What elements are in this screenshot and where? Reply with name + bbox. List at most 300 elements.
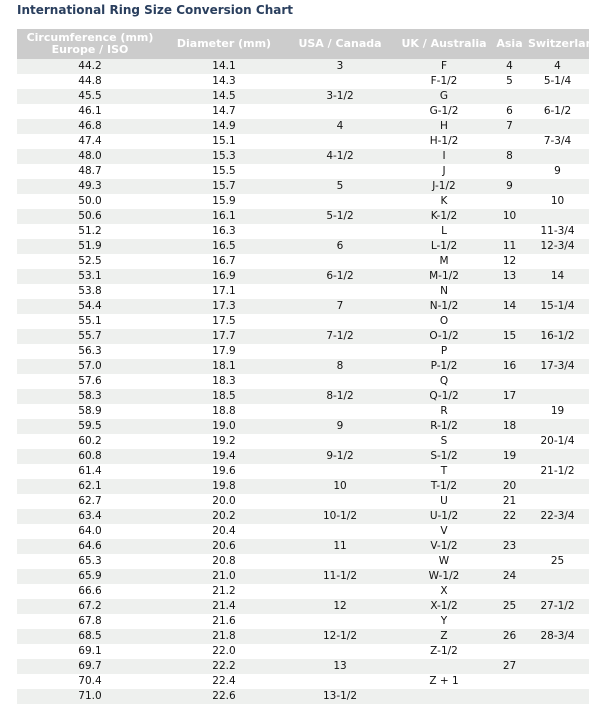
cell-asia	[493, 314, 526, 329]
cell-diameter: 18.1	[163, 359, 285, 374]
cell-usa-canada: 4	[285, 119, 395, 134]
cell-uk-australia: H-1/2	[395, 134, 493, 149]
cell-uk-australia: L	[395, 224, 493, 239]
cell-diameter: 16.7	[163, 254, 285, 269]
cell-diameter: 17.7	[163, 329, 285, 344]
cell-uk-australia: U	[395, 494, 493, 509]
cell-usa-canada	[285, 584, 395, 599]
cell-asia	[493, 224, 526, 239]
table-row	[17, 344, 589, 359]
cell-asia: 24	[493, 569, 526, 584]
cell-switzerland	[526, 524, 589, 539]
cell-switzerland: 5-1/4	[526, 74, 589, 89]
cell-circumference: 46.1	[17, 104, 163, 119]
cell-usa-canada: 3-1/2	[285, 89, 395, 104]
cell-diameter: 16.3	[163, 224, 285, 239]
table-row	[17, 554, 589, 569]
table-header	[17, 29, 602, 59]
chart-title: International Ring Size Conversion Chart	[17, 3, 293, 17]
table-row	[17, 164, 589, 179]
cell-diameter: 14.3	[163, 74, 285, 89]
table-row	[17, 359, 589, 374]
cell-uk-australia: T-1/2	[395, 479, 493, 494]
cell-asia	[493, 644, 526, 659]
cell-switzerland	[526, 449, 589, 464]
cell-uk-australia: R	[395, 404, 493, 419]
table-row	[17, 569, 589, 584]
cell-asia: 11	[493, 239, 526, 254]
table-row	[17, 479, 589, 494]
cell-uk-australia: G	[395, 89, 493, 104]
table-row	[17, 329, 589, 344]
cell-diameter: 15.9	[163, 194, 285, 209]
cell-diameter: 21.2	[163, 584, 285, 599]
table-row	[17, 629, 589, 644]
header-diameter: Diameter (mm)	[163, 29, 285, 59]
cell-uk-australia: F	[395, 59, 493, 74]
cell-switzerland: 20-1/4	[526, 434, 589, 449]
cell-asia: 5	[493, 74, 526, 89]
cell-circumference: 66.6	[17, 584, 163, 599]
cell-usa-canada	[285, 164, 395, 179]
cell-asia: 14	[493, 299, 526, 314]
cell-usa-canada	[285, 314, 395, 329]
cell-usa-canada	[285, 614, 395, 629]
cell-circumference: 70.4	[17, 674, 163, 689]
cell-usa-canada	[285, 254, 395, 269]
cell-asia: 16	[493, 359, 526, 374]
cell-asia: 7	[493, 119, 526, 134]
cell-diameter: 18.8	[163, 404, 285, 419]
cell-diameter: 14.1	[163, 59, 285, 74]
cell-circumference: 50.0	[17, 194, 163, 209]
cell-asia	[493, 689, 526, 704]
cell-uk-australia: G-1/2	[395, 104, 493, 119]
cell-switzerland	[526, 479, 589, 494]
cell-uk-australia: Z	[395, 629, 493, 644]
cell-asia	[493, 554, 526, 569]
cell-diameter: 21.4	[163, 599, 285, 614]
cell-asia: 22	[493, 509, 526, 524]
cell-asia	[493, 134, 526, 149]
cell-uk-australia: T	[395, 464, 493, 479]
cell-asia	[493, 584, 526, 599]
cell-circumference: 67.8	[17, 614, 163, 629]
table-row	[17, 254, 589, 269]
table-row	[17, 314, 589, 329]
cell-circumference: 49.3	[17, 179, 163, 194]
cell-asia: 12	[493, 254, 526, 269]
cell-diameter: 20.4	[163, 524, 285, 539]
cell-switzerland	[526, 149, 589, 164]
cell-circumference: 51.2	[17, 224, 163, 239]
cell-usa-canada: 13	[285, 659, 395, 674]
cell-switzerland: 10	[526, 194, 589, 209]
header-circumference: Circumference (mm) Europe / ISO	[17, 29, 163, 59]
cell-usa-canada	[285, 74, 395, 89]
cell-switzerland	[526, 644, 589, 659]
cell-switzerland: 27-1/2	[526, 599, 589, 614]
cell-uk-australia: S-1/2	[395, 449, 493, 464]
cell-uk-australia: P-1/2	[395, 359, 493, 374]
cell-usa-canada: 11	[285, 539, 395, 554]
cell-uk-australia: I	[395, 149, 493, 164]
cell-switzerland	[526, 584, 589, 599]
cell-switzerland: 16-1/2	[526, 329, 589, 344]
cell-switzerland: 17-3/4	[526, 359, 589, 374]
cell-diameter: 15.3	[163, 149, 285, 164]
cell-uk-australia: S	[395, 434, 493, 449]
cell-diameter: 14.7	[163, 104, 285, 119]
cell-diameter: 18.5	[163, 389, 285, 404]
cell-uk-australia: M	[395, 254, 493, 269]
cell-switzerland	[526, 179, 589, 194]
cell-uk-australia: W	[395, 554, 493, 569]
cell-circumference: 57.6	[17, 374, 163, 389]
cell-uk-australia	[395, 659, 493, 674]
cell-circumference: 45.5	[17, 89, 163, 104]
cell-usa-canada	[285, 134, 395, 149]
cell-usa-canada: 6-1/2	[285, 269, 395, 284]
table-row	[17, 689, 589, 704]
cell-circumference: 56.3	[17, 344, 163, 359]
header-usa-canada: USA / Canada	[285, 29, 395, 59]
cell-asia: 25	[493, 599, 526, 614]
cell-usa-canada: 7	[285, 299, 395, 314]
cell-asia: 20	[493, 479, 526, 494]
cell-usa-canada: 12	[285, 599, 395, 614]
cell-diameter: 18.3	[163, 374, 285, 389]
cell-switzerland	[526, 659, 589, 674]
cell-switzerland	[526, 389, 589, 404]
cell-switzerland	[526, 494, 589, 509]
cell-asia: 23	[493, 539, 526, 554]
cell-switzerland	[526, 569, 589, 584]
cell-diameter: 20.0	[163, 494, 285, 509]
cell-diameter: 22.2	[163, 659, 285, 674]
cell-diameter: 22.6	[163, 689, 285, 704]
cell-uk-australia: V-1/2	[395, 539, 493, 554]
cell-usa-canada: 11-1/2	[285, 569, 395, 584]
cell-usa-canada	[285, 344, 395, 359]
cell-asia	[493, 524, 526, 539]
table-row	[17, 449, 589, 464]
cell-switzerland: 25	[526, 554, 589, 569]
cell-circumference: 71.0	[17, 689, 163, 704]
cell-usa-canada: 7-1/2	[285, 329, 395, 344]
cell-uk-australia: W-1/2	[395, 569, 493, 584]
cell-switzerland	[526, 254, 589, 269]
cell-switzerland: 22-3/4	[526, 509, 589, 524]
header-switzerland: Switzerland	[526, 29, 589, 59]
cell-switzerland	[526, 539, 589, 554]
cell-uk-australia: J	[395, 164, 493, 179]
cell-asia: 19	[493, 449, 526, 464]
cell-usa-canada: 4-1/2	[285, 149, 395, 164]
cell-circumference: 44.2	[17, 59, 163, 74]
cell-circumference: 58.9	[17, 404, 163, 419]
cell-asia	[493, 674, 526, 689]
cell-circumference: 58.3	[17, 389, 163, 404]
cell-usa-canada: 10	[285, 479, 395, 494]
cell-asia: 27	[493, 659, 526, 674]
cell-diameter: 21.0	[163, 569, 285, 584]
cell-asia: 8	[493, 149, 526, 164]
cell-uk-australia: Q-1/2	[395, 389, 493, 404]
cell-uk-australia: H	[395, 119, 493, 134]
cell-diameter: 20.8	[163, 554, 285, 569]
table-row	[17, 494, 589, 509]
cell-uk-australia: F-1/2	[395, 74, 493, 89]
table-row	[17, 134, 589, 149]
cell-usa-canada: 12-1/2	[285, 629, 395, 644]
cell-circumference: 68.5	[17, 629, 163, 644]
cell-uk-australia: X-1/2	[395, 599, 493, 614]
table-row	[17, 674, 589, 689]
cell-switzerland	[526, 689, 589, 704]
cell-usa-canada	[285, 464, 395, 479]
cell-diameter: 20.2	[163, 509, 285, 524]
table-row	[17, 584, 589, 599]
cell-usa-canada	[285, 404, 395, 419]
cell-circumference: 48.7	[17, 164, 163, 179]
cell-diameter: 21.8	[163, 629, 285, 644]
cell-uk-australia: R-1/2	[395, 419, 493, 434]
cell-diameter: 16.9	[163, 269, 285, 284]
cell-circumference: 67.2	[17, 599, 163, 614]
cell-circumference: 61.4	[17, 464, 163, 479]
table-row	[17, 269, 589, 284]
cell-circumference: 51.9	[17, 239, 163, 254]
cell-circumference: 62.1	[17, 479, 163, 494]
table-row	[17, 389, 589, 404]
cell-uk-australia: O	[395, 314, 493, 329]
cell-circumference: 48.0	[17, 149, 163, 164]
cell-asia	[493, 89, 526, 104]
cell-uk-australia: K	[395, 194, 493, 209]
cell-usa-canada	[285, 374, 395, 389]
cell-switzerland: 9	[526, 164, 589, 179]
cell-diameter: 16.1	[163, 209, 285, 224]
cell-switzerland: 11-3/4	[526, 224, 589, 239]
table-row	[17, 509, 589, 524]
table-row	[17, 179, 589, 194]
cell-usa-canada	[285, 644, 395, 659]
cell-diameter: 21.6	[163, 614, 285, 629]
cell-usa-canada	[285, 104, 395, 119]
cell-switzerland	[526, 419, 589, 434]
header-row	[17, 29, 589, 59]
cell-asia: 17	[493, 389, 526, 404]
cell-asia	[493, 344, 526, 359]
cell-diameter: 17.5	[163, 314, 285, 329]
cell-switzerland: 12-3/4	[526, 239, 589, 254]
cell-circumference: 47.4	[17, 134, 163, 149]
cell-asia	[493, 614, 526, 629]
cell-usa-canada	[285, 524, 395, 539]
cell-usa-canada: 5	[285, 179, 395, 194]
cell-asia	[493, 404, 526, 419]
table-row	[17, 89, 589, 104]
cell-diameter: 22.0	[163, 644, 285, 659]
cell-diameter: 17.3	[163, 299, 285, 314]
cell-asia: 18	[493, 419, 526, 434]
cell-usa-canada: 13-1/2	[285, 689, 395, 704]
table-row	[17, 524, 589, 539]
cell-switzerland	[526, 374, 589, 389]
table-row	[17, 59, 589, 74]
cell-switzerland	[526, 674, 589, 689]
cell-switzerland	[526, 119, 589, 134]
cell-uk-australia: V	[395, 524, 493, 539]
cell-asia	[493, 374, 526, 389]
table-row	[17, 74, 589, 89]
cell-diameter: 17.9	[163, 344, 285, 359]
cell-asia	[493, 434, 526, 449]
cell-usa-canada	[285, 554, 395, 569]
table-row	[17, 434, 589, 449]
table-row	[17, 239, 589, 254]
cell-usa-canada	[285, 674, 395, 689]
cell-uk-australia: L-1/2	[395, 239, 493, 254]
cell-usa-canada: 10-1/2	[285, 509, 395, 524]
cell-diameter: 20.6	[163, 539, 285, 554]
cell-circumference: 65.3	[17, 554, 163, 569]
cell-asia: 6	[493, 104, 526, 119]
cell-diameter: 19.8	[163, 479, 285, 494]
cell-uk-australia: J-1/2	[395, 179, 493, 194]
cell-usa-canada: 6	[285, 239, 395, 254]
cell-circumference: 64.6	[17, 539, 163, 554]
cell-uk-australia: Z-1/2	[395, 644, 493, 659]
cell-circumference: 69.7	[17, 659, 163, 674]
cell-uk-australia: N-1/2	[395, 299, 493, 314]
cell-usa-canada	[285, 194, 395, 209]
cell-circumference: 53.8	[17, 284, 163, 299]
cell-diameter: 15.5	[163, 164, 285, 179]
table-row	[17, 614, 589, 629]
table-row	[17, 539, 589, 554]
cell-usa-canada	[285, 434, 395, 449]
cell-uk-australia: Z + 1	[395, 674, 493, 689]
cell-usa-canada	[285, 224, 395, 239]
cell-uk-australia: O-1/2	[395, 329, 493, 344]
cell-uk-australia: P	[395, 344, 493, 359]
cell-switzerland: 4	[526, 59, 589, 74]
cell-uk-australia: N	[395, 284, 493, 299]
cell-circumference: 63.4	[17, 509, 163, 524]
cell-diameter: 15.1	[163, 134, 285, 149]
cell-circumference: 59.5	[17, 419, 163, 434]
ring-size-table	[17, 29, 602, 704]
cell-asia: 13	[493, 269, 526, 284]
cell-circumference: 62.7	[17, 494, 163, 509]
cell-diameter: 14.9	[163, 119, 285, 134]
cell-uk-australia: K-1/2	[395, 209, 493, 224]
cell-uk-australia	[395, 689, 493, 704]
cell-circumference: 64.0	[17, 524, 163, 539]
cell-diameter: 19.2	[163, 434, 285, 449]
cell-circumference: 65.9	[17, 569, 163, 584]
cell-asia	[493, 284, 526, 299]
cell-usa-canada: 5-1/2	[285, 209, 395, 224]
cell-diameter: 17.1	[163, 284, 285, 299]
cell-asia: 9	[493, 179, 526, 194]
cell-uk-australia: M-1/2	[395, 269, 493, 284]
cell-switzerland	[526, 344, 589, 359]
cell-asia: 15	[493, 329, 526, 344]
cell-diameter: 16.5	[163, 239, 285, 254]
cell-asia: 26	[493, 629, 526, 644]
cell-asia: 21	[493, 494, 526, 509]
cell-switzerland	[526, 314, 589, 329]
cell-circumference: 46.8	[17, 119, 163, 134]
cell-usa-canada: 3	[285, 59, 395, 74]
cell-usa-canada: 9-1/2	[285, 449, 395, 464]
cell-usa-canada: 8-1/2	[285, 389, 395, 404]
cell-switzerland	[526, 284, 589, 299]
cell-uk-australia: U-1/2	[395, 509, 493, 524]
cell-asia	[493, 464, 526, 479]
table-body	[17, 59, 589, 704]
cell-circumference: 55.1	[17, 314, 163, 329]
cell-uk-australia: Q	[395, 374, 493, 389]
cell-switzerland	[526, 89, 589, 104]
cell-asia	[493, 164, 526, 179]
cell-usa-canada	[285, 284, 395, 299]
cell-diameter: 22.4	[163, 674, 285, 689]
table-row	[17, 209, 589, 224]
table-row	[17, 224, 589, 239]
cell-asia: 4	[493, 59, 526, 74]
table-row	[17, 299, 589, 314]
cell-switzerland: 28-3/4	[526, 629, 589, 644]
table-row	[17, 119, 589, 134]
cell-circumference: 54.4	[17, 299, 163, 314]
header-uk-australia: UK / Australia	[395, 29, 493, 59]
cell-circumference: 44.8	[17, 74, 163, 89]
table-row	[17, 194, 589, 209]
table-row	[17, 659, 589, 674]
table-row	[17, 419, 589, 434]
cell-switzerland: 19	[526, 404, 589, 419]
cell-uk-australia: Y	[395, 614, 493, 629]
cell-circumference: 55.7	[17, 329, 163, 344]
cell-circumference: 69.1	[17, 644, 163, 659]
table-row	[17, 149, 589, 164]
cell-usa-canada: 9	[285, 419, 395, 434]
table-row	[17, 464, 589, 479]
cell-circumference: 60.2	[17, 434, 163, 449]
cell-circumference: 60.8	[17, 449, 163, 464]
cell-circumference: 52.5	[17, 254, 163, 269]
cell-usa-canada	[285, 494, 395, 509]
cell-switzerland: 14	[526, 269, 589, 284]
cell-diameter: 19.6	[163, 464, 285, 479]
table-row	[17, 404, 589, 419]
cell-circumference: 50.6	[17, 209, 163, 224]
cell-switzerland: 21-1/2	[526, 464, 589, 479]
cell-usa-canada: 8	[285, 359, 395, 374]
cell-diameter: 14.5	[163, 89, 285, 104]
cell-asia	[493, 194, 526, 209]
cell-switzerland	[526, 209, 589, 224]
header-asia: Asia	[493, 29, 526, 59]
cell-circumference: 53.1	[17, 269, 163, 284]
table-row	[17, 644, 589, 659]
cell-switzerland	[526, 614, 589, 629]
cell-asia: 10	[493, 209, 526, 224]
